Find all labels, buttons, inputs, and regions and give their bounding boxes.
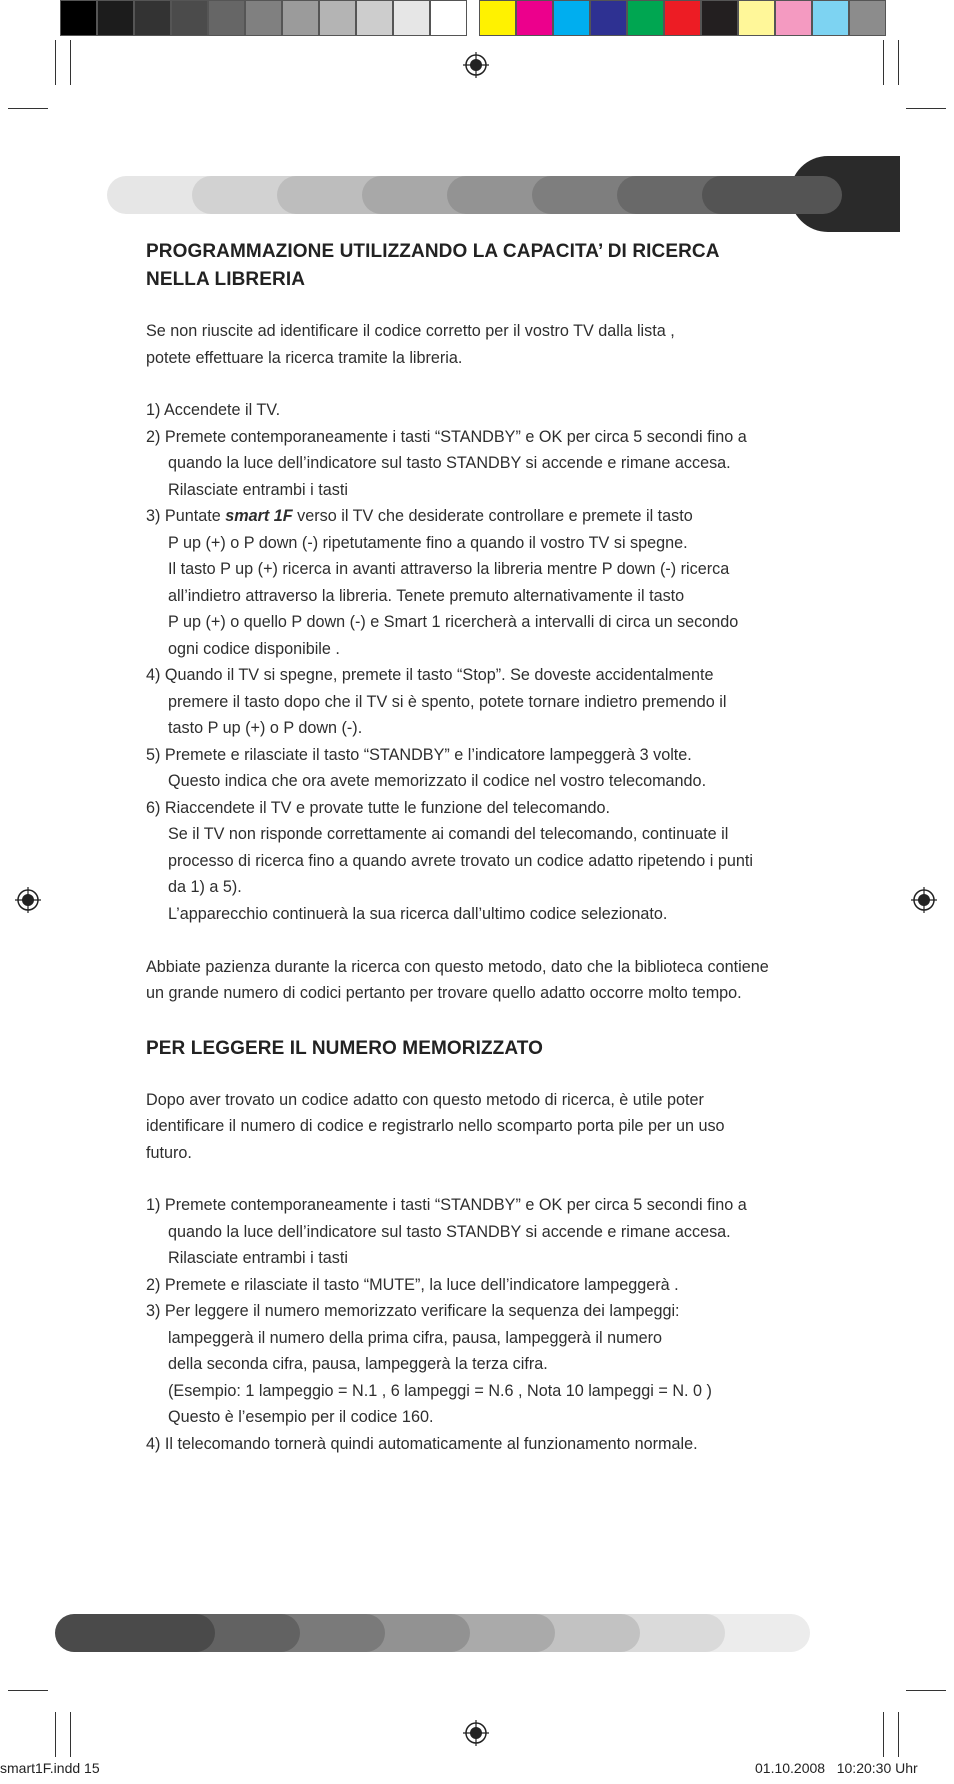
color-swatch bbox=[479, 0, 516, 36]
crop-mark bbox=[55, 1712, 56, 1757]
crop-mark bbox=[898, 40, 899, 85]
list-item: 3) Per leggere il numero memorizzato verificare la sequenza dei lampeggi: lampeggerà il numero della prima cifra, pausa, lampeggerà il numero della seconda cifra, pausa, lampeggerà la terza cifra. (Esempio: 1 lampeggio = N.1 , 6 lampeggi = N.6 , Nota 10 lampeggi = N. 0 ) Questo è l’esempio per il codice 160. bbox=[146, 1302, 712, 1426]
gray-swatch bbox=[171, 0, 208, 36]
color-swatch bbox=[627, 0, 664, 36]
crop-mark bbox=[55, 40, 56, 85]
page-content bbox=[146, 238, 836, 1457]
color-swatch bbox=[812, 0, 849, 36]
list-item: 4) Quando il TV si spegne, premete il tasto “Stop”. Se doveste accidentalmente premere il tasto dopo che il TV si è spento, potete tornare indietro premendo il tasto P up (+) o P down (-). bbox=[146, 666, 727, 737]
intro-paragraph: Se non riuscite ad identificare il codice corretto per il vostro TV dalla lista , potete effettuare la ricerca tramite la libreria. bbox=[146, 322, 675, 367]
gray-swatch bbox=[282, 0, 319, 36]
color-swatch bbox=[590, 0, 627, 36]
registration-mark-icon bbox=[463, 1720, 489, 1746]
crop-mark bbox=[8, 108, 48, 109]
header-gradient-band bbox=[107, 176, 827, 214]
gray-swatch bbox=[393, 0, 430, 36]
print-timestamp: 01.10.2008 10:20:30 Uhr bbox=[755, 1760, 918, 1776]
gray-swatch bbox=[60, 0, 97, 36]
color-calibration-bar bbox=[60, 0, 886, 38]
color-swatch bbox=[738, 0, 775, 36]
color-swatch bbox=[849, 0, 886, 36]
list-item: 5) Premete e rilasciate il tasto “STANDBY” e l’indicatore lampeggerà 3 volte. Questo indica che ora avete memorizzato il codice nel vostro telecomando. bbox=[146, 745, 707, 790]
color-swatch bbox=[553, 0, 590, 36]
color-swatch bbox=[701, 0, 738, 36]
list-item: 2) Premete contemporaneamente i tasti “STANDBY” e OK per circa 5 secondi fino a quando la luce dell’indicatore sul tasto STANDBY si accende e rimane accesa. Rilasciate entrambi i tasti bbox=[146, 427, 747, 499]
product-name: smart 1F bbox=[225, 507, 293, 525]
gray-swatch bbox=[319, 0, 356, 36]
section-title: PER LEGGERE IL NUMERO MEMORIZZATO bbox=[146, 1037, 544, 1059]
band-segment bbox=[55, 1614, 215, 1652]
list-item: 1) Premete contemporaneamente i tasti “STANDBY” e OK per circa 5 secondi fino a quando la luce dell’indicatore sul tasto STANDBY si accende e rimane accesa. Rilasciate entrambi i tasti bbox=[146, 1196, 747, 1267]
list-item: 1) Accendete il TV. bbox=[146, 401, 281, 419]
gray-swatch bbox=[134, 0, 171, 36]
color-swatch bbox=[664, 0, 701, 36]
gray-swatch bbox=[430, 0, 467, 36]
list-item: 6) Riaccendete il TV e provate tutte le funzione del telecomando. Se il TV non risponde correttamente ai comandi del telecomando, continuate il processo di ricerca fino a quando avrete trovato un codice adatto ripetendo i punti da 1) a 5). L’apparecchio continuerà la sua ricerca dall’ultimo codice selezionato. bbox=[146, 798, 753, 923]
list-item: 4) Il telecomando tornerà quindi automaticamente al funzionamento normale. bbox=[146, 1434, 698, 1453]
intro-paragraph: Dopo aver trovato un codice adatto con questo metodo di ricerca, è utile poter identificare il numero di codice e registrarlo nello scomparto porta pile per un uso futuro. bbox=[146, 1090, 725, 1162]
crop-mark bbox=[898, 1712, 899, 1757]
section-title: PROGRAMMAZIONE UTILIZZANDO LA CAPACITA’ DI RICERCA NELLA LIBRERIA bbox=[146, 241, 720, 290]
color-swatch bbox=[775, 0, 812, 36]
crop-mark bbox=[70, 40, 71, 85]
crop-mark bbox=[8, 1690, 48, 1691]
band-segment bbox=[702, 176, 842, 214]
registration-mark-icon bbox=[15, 887, 41, 913]
list-item: 3) Puntate smart 1F verso il TV che desiderate controllare e premete il tasto P up (+) o P down (-) ripetutamente fino a quando il vostro TV si spegne. Il tasto P up (+) ricerca in avanti attraverso la libreria mentre P down (-) ricerca all’indietro attraverso la libreria. Tenete premuto alternativamente il tasto P up (+) o quello P down (-) e Smart 1 ricercherà a intervalli di circa un secondo ogni codice disponibile . bbox=[146, 507, 739, 658]
list-item: 2) Premete e rilasciate il tasto “MUTE”, la luce dell’indicatore lampeggerà . bbox=[146, 1275, 679, 1294]
crop-mark bbox=[883, 40, 884, 85]
gray-swatch bbox=[245, 0, 282, 36]
crop-mark bbox=[883, 1712, 884, 1757]
gray-swatch bbox=[356, 0, 393, 36]
crop-mark bbox=[906, 1690, 946, 1691]
color-swatch bbox=[516, 0, 553, 36]
registration-mark-icon bbox=[911, 887, 937, 913]
file-info: smart1F.indd 15 bbox=[0, 1760, 100, 1776]
crop-mark bbox=[70, 1712, 71, 1757]
note-paragraph: Abbiate pazienza durante la ricerca con questo metodo, dato che la biblioteca contiene un grande numero di codici pertanto per trovare quello adatto occorre molto tempo. bbox=[146, 957, 769, 1002]
gray-swatch bbox=[97, 0, 134, 36]
registration-mark-icon bbox=[463, 52, 489, 78]
crop-mark bbox=[906, 108, 946, 109]
footer-gradient-band bbox=[55, 1614, 810, 1652]
gray-swatch bbox=[208, 0, 245, 36]
